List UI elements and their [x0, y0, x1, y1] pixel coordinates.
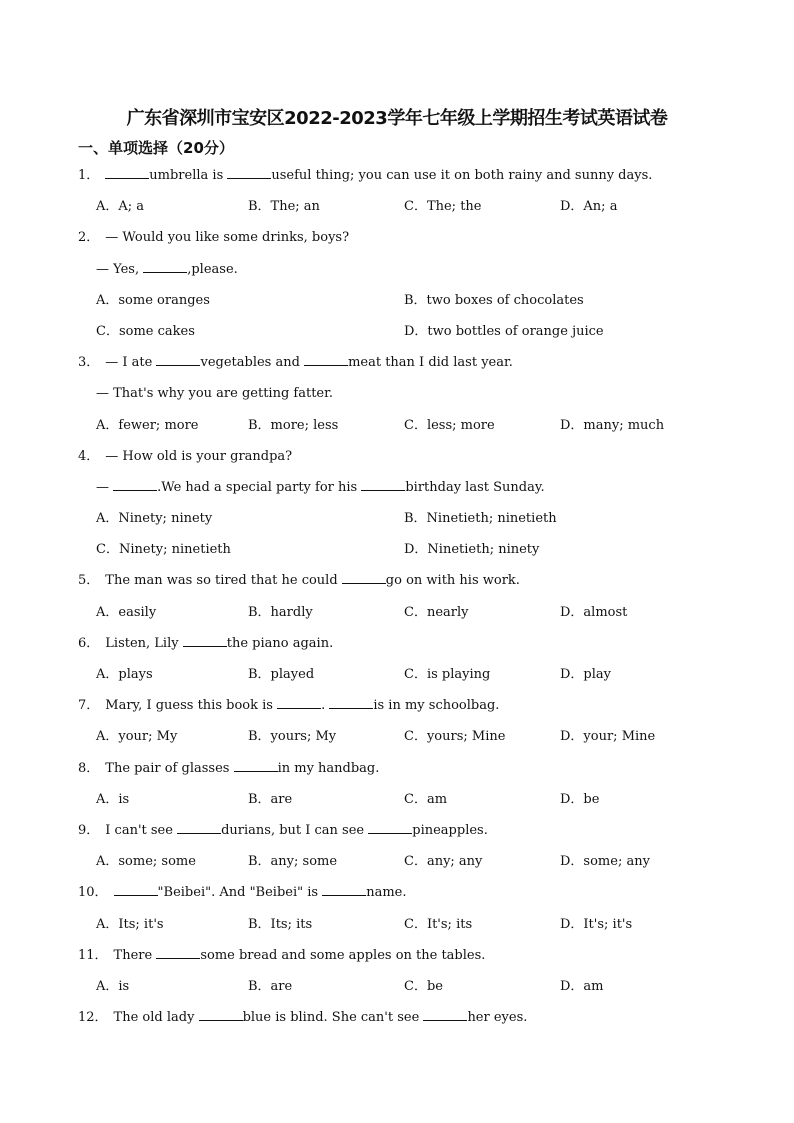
answer-blank[interactable]	[177, 820, 221, 834]
options-row	[0, 784, 794, 815]
options-row	[0, 909, 794, 940]
question-text: the piano again.	[226, 635, 334, 651]
question-stem	[0, 628, 794, 659]
question-text: ,please.	[187, 261, 238, 277]
question-stem	[0, 222, 794, 253]
answer-blank[interactable]	[277, 695, 321, 709]
question-text: name.	[366, 885, 407, 901]
answer-option[interactable]: D．be	[560, 791, 600, 807]
question-number: 9．	[78, 822, 100, 838]
answer-option[interactable]: C．some cakes	[96, 323, 195, 339]
answer-option[interactable]: B．yours; My	[248, 729, 337, 745]
answer-option[interactable]: A．is	[96, 978, 130, 994]
answer-option[interactable]: D．many; much	[560, 417, 665, 433]
question-number: 7．	[78, 698, 100, 714]
answer-blank[interactable]	[234, 758, 278, 772]
question-stem	[0, 441, 794, 472]
question-number: 10．	[78, 885, 108, 901]
answer-option[interactable]: B．are	[248, 791, 293, 807]
question-number: 5．	[78, 573, 100, 589]
answer-option[interactable]: A．Its; it's	[96, 916, 164, 932]
question-number: 12．	[78, 1010, 108, 1026]
answer-blank[interactable]	[199, 1007, 243, 1021]
answer-option[interactable]: D．An; a	[560, 199, 618, 215]
answer-option[interactable]: B．The; an	[248, 199, 320, 215]
options-row	[0, 410, 794, 441]
question-number: 6．	[78, 635, 100, 651]
question-text: — Would you like some drinks, boys?	[105, 230, 350, 246]
answer-option[interactable]: D．almost	[560, 604, 628, 620]
question-text: useful thing; you can use it on both rainy and sunny days.	[271, 168, 653, 183]
answer-option[interactable]: C．The; the	[404, 199, 482, 215]
answer-option[interactable]: C．It's; its	[404, 916, 473, 932]
answer-option[interactable]: C．nearly	[404, 604, 469, 620]
dialogue-line	[0, 378, 794, 409]
question-stem	[0, 347, 794, 378]
answer-option[interactable]: B．any; some	[248, 854, 338, 870]
section-heading: 一、单项选择（20分）	[78, 139, 234, 157]
question-text: blue is blind. She can't see	[242, 1010, 424, 1026]
exam-title: 广东省深圳市宝安区2022-2023学年七年级上学期招生考试英语试卷	[126, 108, 668, 129]
answer-option[interactable]: C．Ninety; ninetieth	[96, 542, 231, 558]
answer-option[interactable]: C．any; any	[404, 854, 483, 870]
answer-option[interactable]: D．some; any	[560, 854, 650, 870]
dialogue-line	[0, 254, 794, 285]
question-number: 1．	[78, 168, 100, 183]
answer-option[interactable]: B．played	[248, 667, 315, 682]
question-text: The old lady	[113, 1010, 199, 1026]
question-stem	[0, 565, 794, 596]
answer-blank[interactable]	[423, 1007, 467, 1021]
answer-option[interactable]: D．two bottles of orange juice	[404, 323, 604, 339]
question-number: 3．	[78, 355, 100, 371]
question-text: go on with his work.	[385, 573, 520, 589]
answer-blank[interactable]	[322, 882, 366, 896]
answer-blank[interactable]	[114, 882, 158, 896]
question-stem	[0, 1002, 794, 1033]
question-text: is in my schoolbag.	[373, 698, 500, 714]
question-text: —	[96, 479, 114, 495]
question-text: There	[113, 947, 157, 963]
question-text: .We had a special party for his	[157, 479, 362, 495]
options-row	[0, 971, 794, 1002]
question-stem	[0, 160, 794, 191]
answer-blank[interactable]	[227, 165, 271, 179]
answer-option[interactable]: D．Ninetieth; ninety	[404, 542, 540, 558]
dialogue-line	[0, 472, 794, 503]
question-text: "Beibei". And "Beibei" is	[157, 885, 323, 901]
question-text: — I ate	[105, 355, 157, 371]
answer-option[interactable]: B．more; less	[248, 417, 339, 433]
question-text: some bread and some apples on the tables.	[200, 947, 486, 963]
answer-option[interactable]: C．less; more	[404, 417, 495, 433]
options-row	[0, 846, 794, 877]
answer-option[interactable]: C．be	[404, 978, 443, 994]
answer-option[interactable]: C．yours; Mine	[404, 729, 506, 745]
question-text: — How old is your grandpa?	[105, 448, 293, 464]
question-stem	[0, 753, 794, 784]
question-text: pineapples.	[412, 822, 488, 838]
question-text: I can't see	[105, 822, 178, 838]
answer-option[interactable]: D．play	[560, 667, 611, 682]
answer-option[interactable]: D．your; Mine	[560, 729, 656, 745]
question-text: her eyes.	[467, 1010, 528, 1026]
question-text: — Yes,	[96, 261, 144, 277]
question-text: birthday last Sunday.	[405, 479, 545, 495]
options-row	[0, 191, 794, 222]
question-text: meat than I did last year.	[348, 355, 513, 371]
question-stem	[0, 877, 794, 908]
options-row	[0, 721, 794, 752]
options-row	[0, 659, 794, 690]
options-row	[0, 534, 794, 565]
question-stem	[0, 940, 794, 971]
question-text: durians, but I can see	[221, 822, 369, 838]
answer-blank[interactable]	[143, 259, 187, 273]
question-text: The pair of glasses	[105, 760, 234, 776]
answer-option[interactable]: B．two boxes of chocolates	[404, 292, 584, 308]
options-row	[0, 597, 794, 628]
answer-blank[interactable]	[361, 477, 405, 491]
question-text: in my handbag.	[277, 760, 380, 776]
answer-blank[interactable]	[183, 633, 227, 647]
question-text: umbrella is	[149, 168, 228, 183]
answer-option[interactable]: A．fewer; more	[96, 417, 199, 433]
answer-option[interactable]: C．am	[404, 791, 448, 807]
answer-blank[interactable]	[113, 477, 157, 491]
options-row	[0, 503, 794, 534]
answer-blank[interactable]	[329, 695, 373, 709]
question-text: The man was so tired that he could	[105, 573, 342, 589]
answer-blank[interactable]	[342, 570, 386, 584]
question-number: 2．	[78, 230, 100, 246]
question-list	[0, 160, 794, 1033]
answer-option[interactable]: D．am	[560, 978, 604, 994]
answer-option[interactable]: B．Ninetieth; ninetieth	[404, 511, 557, 527]
answer-option[interactable]: A．A; a	[96, 199, 145, 215]
question-text: .	[321, 698, 330, 714]
answer-blank[interactable]	[304, 352, 348, 366]
answer-blank[interactable]	[156, 352, 200, 366]
answer-option[interactable]: B．hardly	[248, 604, 313, 620]
answer-option[interactable]: B．Its; its	[248, 916, 313, 932]
answer-blank[interactable]	[156, 945, 200, 959]
question-text: Mary, I guess this book is	[105, 698, 278, 714]
answer-option[interactable]: C．is playing	[404, 667, 491, 682]
question-text: Listen, Lily	[105, 635, 183, 651]
answer-option[interactable]: A．Ninety; ninety	[96, 511, 213, 527]
answer-option[interactable]: B．are	[248, 978, 293, 994]
answer-blank[interactable]	[105, 165, 149, 179]
options-row	[0, 316, 794, 347]
answer-option[interactable]: A．some; some	[96, 854, 196, 870]
question-text: vegetables and	[200, 355, 305, 371]
options-row	[0, 285, 794, 316]
question-text: — That's why you are getting fatter.	[96, 386, 334, 402]
answer-option[interactable]: A．plays	[96, 667, 153, 682]
question-number: 4．	[78, 448, 100, 464]
answer-option[interactable]: A．easily	[96, 604, 157, 620]
question-stem	[0, 815, 794, 846]
question-number: 11．	[78, 947, 108, 963]
answer-blank[interactable]	[368, 820, 412, 834]
answer-option[interactable]: A．your; My	[96, 729, 178, 745]
question-number: 8．	[78, 760, 100, 776]
answer-option[interactable]: A．is	[96, 791, 130, 807]
answer-option[interactable]: D．It's; it's	[560, 916, 633, 932]
answer-option[interactable]: A．some oranges	[96, 292, 210, 308]
question-stem	[0, 690, 794, 721]
